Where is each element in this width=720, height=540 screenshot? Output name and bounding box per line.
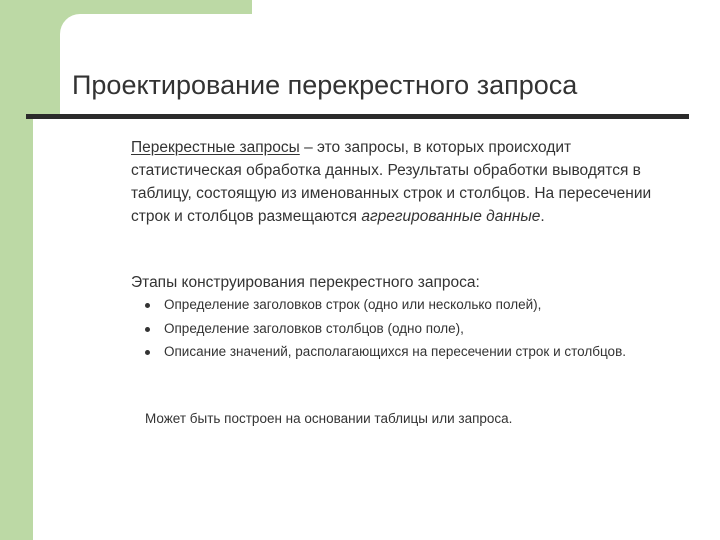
definition-text-end: . [540, 208, 545, 225]
list-item [145, 342, 665, 363]
definition-term: Перекрестные запросы [131, 139, 300, 156]
bullet-icon [145, 350, 150, 355]
list-item [145, 295, 665, 316]
bullet-icon [145, 327, 150, 332]
list-item [145, 319, 665, 340]
list-item-text: Определение заголовков столбцов (одно поле), [164, 320, 464, 336]
list-item-text: Определение заголовков строк (одно или несколько полей), [164, 297, 542, 312]
list-item-text: Описание значений, располагающихся на пересечении строк и столбцов. [164, 344, 626, 359]
title-underline-rule [26, 114, 689, 119]
stages-heading: Этапы конструирования перекрестного запроса: [131, 274, 480, 291]
bullet-icon [145, 303, 150, 308]
decorative-green-strip [0, 0, 33, 540]
slide-title: Проектирование перекрестного запроса [72, 70, 578, 100]
definition-text: – это запросы, в которых происходит статистическая обработка данных. Результаты обработки выводятся в таблицу, состоящую из именованных строк и столбцов. На пересечении строк и столбцов размещаются [131, 139, 652, 225]
title-panel [60, 14, 720, 118]
definition-aggregated-term: агрегированные данные [361, 208, 541, 225]
stages-list [145, 295, 665, 366]
source-note: Может быть построен на основании таблицы или запроса. [145, 411, 513, 426]
definition-paragraph [131, 136, 671, 228]
